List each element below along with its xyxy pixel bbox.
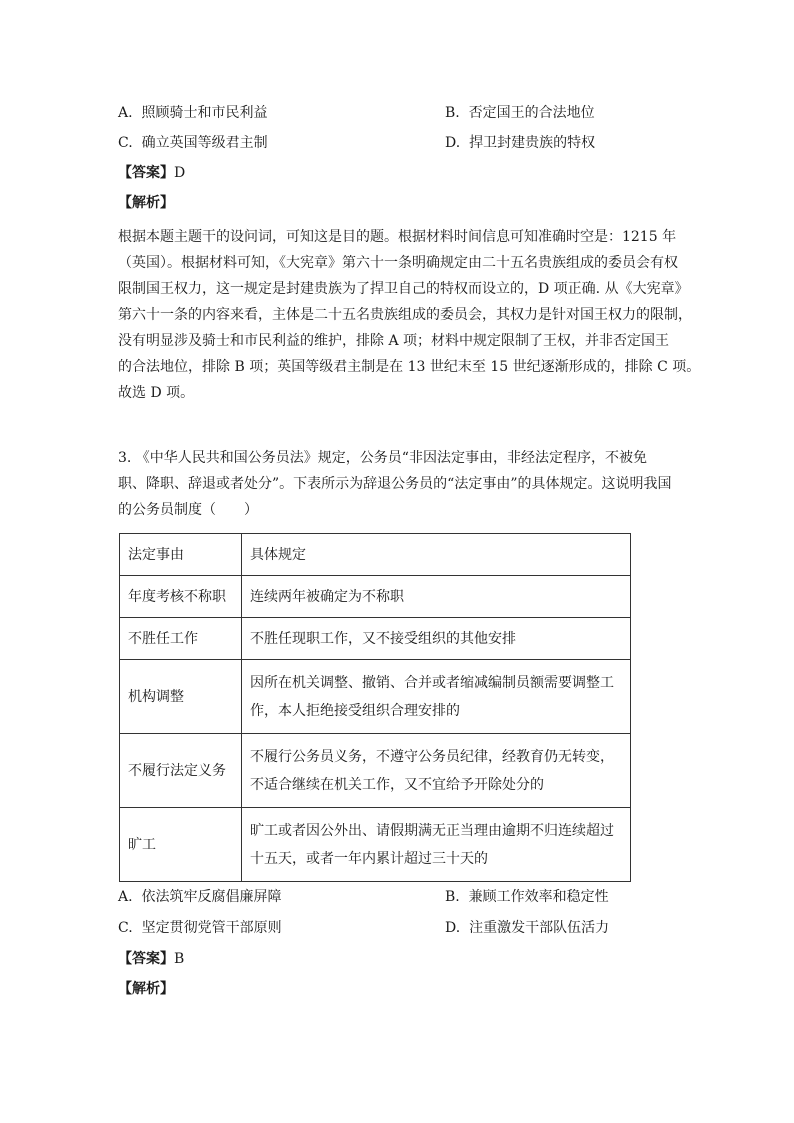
q2-option-d-letter: D. (445, 135, 461, 151)
q3-option-c (118, 918, 282, 938)
analysis-line: 故选 D 项。 (118, 385, 195, 401)
analysis-line: 根据本题主题干的设问词，可知这是目的题。根据材料时间信息可知准确时空是：1215 年 (118, 229, 677, 245)
q3-option-a-text: 依法筑牢反腐倡廉屏障 (141, 889, 282, 905)
dismissal-rules-table (119, 533, 631, 882)
row-reason: 不履行法定义务 (120, 734, 242, 808)
q3-option-c-letter: C. (118, 920, 133, 936)
table-row (120, 734, 631, 808)
q3-option-b (445, 887, 609, 907)
q2-analysis-body (118, 224, 718, 406)
detail-line: 不适合继续在机关工作，又不宜给予开除处分的 (250, 776, 544, 793)
row-detail (242, 618, 631, 660)
q3-option-b-text: 兼顾工作效率和稳定性 (468, 889, 609, 905)
row-detail (242, 808, 631, 882)
table-header-row (120, 534, 631, 576)
q2-option-a (118, 103, 267, 123)
q2-option-d (445, 133, 595, 153)
row-reason: 旷工 (120, 808, 242, 882)
q3-option-d (445, 918, 609, 938)
q2-answer-value: D (174, 165, 186, 181)
row-detail (242, 660, 631, 734)
q2-analysis-label: 【解析】 (118, 195, 174, 211)
analysis-line: 第六十一条的内容来看，主体是二十五名贵族组成的委员会，其权力是针对国王权力的限制， (118, 307, 692, 323)
detail-line: 不履行公务员义务，不遵守公务员纪律，经教育仍无转变， (250, 748, 614, 765)
row-reason: 机构调整 (120, 660, 242, 734)
q3-option-d-letter: D. (445, 920, 461, 936)
detail-line: 旷工或者因公外出、请假期满无正当理由逾期不归连续超过 (250, 822, 614, 839)
table-row (120, 808, 631, 882)
q2-answer-label: 【答案】 (118, 165, 174, 181)
q3-answer-label: 【答案】 (118, 951, 174, 967)
q2-option-a-text: 照顾骑士和市民利益 (141, 105, 268, 121)
q3-answer-value: B (174, 951, 185, 967)
row-detail (242, 576, 631, 618)
table-row (120, 660, 631, 734)
q3-option-d-text: 注重激发干部队伍活力 (469, 920, 610, 936)
row-reason: 年度考核不称职 (120, 576, 242, 618)
table-row (120, 576, 631, 618)
q3-option-a-letter: A. (118, 889, 133, 905)
header-reason: 法定事由 (120, 534, 242, 576)
detail-line: 不胜任现职工作，又不接受组织的其他安排 (250, 630, 516, 647)
q2-option-b (445, 103, 595, 123)
q2-option-c-letter: C. (118, 135, 133, 151)
q3-option-a (118, 887, 281, 907)
row-detail (242, 734, 631, 808)
q3-answer (118, 949, 184, 969)
q3-option-b-letter: B. (445, 889, 460, 905)
table-row (120, 618, 631, 660)
detail-line: 十五天，或者一年内累计超过三十天的 (250, 850, 488, 867)
q2-option-b-letter: B. (445, 105, 460, 121)
q2-option-a-letter: A. (118, 105, 133, 121)
header-detail: 具体规定 (242, 534, 631, 576)
stem-line: 3. 《中华人民共和国公务员法》规定，公务员“非因法定事由，非经法定程序，不被免 (118, 450, 647, 466)
q3-stem (118, 445, 718, 523)
detail-line: 因所在机关调整、撤销、合并或者缩减编制员额需要调整工 (250, 674, 614, 691)
q2-option-b-text: 否定国王的合法地位 (468, 105, 595, 121)
analysis-line: 的合法地位，排除 B 项；英国等级君主制是在 13 世纪末至 15 世纪逐渐形成的，排除 C 项。 (118, 359, 701, 375)
detail-line: 作，本人拒绝接受组织合理安排的 (250, 702, 460, 719)
q2-option-c (118, 133, 268, 153)
stem-line: 的公务员制度（ ） (118, 502, 258, 518)
q3-option-c-text: 坚定贯彻党管干部原则 (141, 920, 282, 936)
stem-line: 职、降职、辞退或者处分”。下表所示为辞退公务员的“法定事由”的具体规定。这说明我国 (118, 476, 672, 492)
analysis-line: 没有明显涉及骑士和市民利益的维护，排除 A 项；材料中规定限制了王权，并非否定国王 (118, 333, 670, 349)
detail-line: 连续两年被确定为不称职 (250, 588, 404, 605)
q3-analysis-label: 【解析】 (118, 981, 174, 997)
row-reason: 不胜任工作 (120, 618, 242, 660)
q2-option-c-text: 确立英国等级君主制 (141, 135, 268, 151)
analysis-line: 限制国王权力，这一规定是封建贵族为了捍卫自己的特权而设立的，D 项正确. 从《大宪章》 (118, 281, 689, 297)
q2-answer (118, 163, 185, 183)
q2-option-d-text: 捍卫封建贵族的特权 (469, 135, 596, 151)
analysis-line: （英国）。根据材料可知，《大宪章》第六十一条明确规定由二十五名贵族组成的委员会有权 (118, 255, 678, 271)
